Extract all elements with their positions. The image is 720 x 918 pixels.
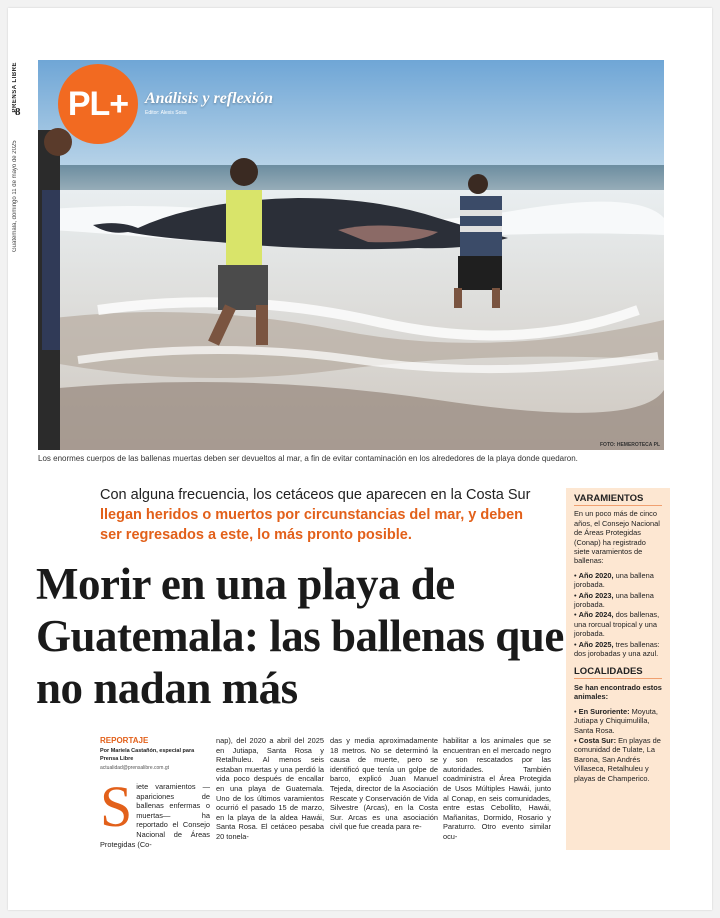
sidebar-intro: En un poco más de cinco años, el Consejo Nacional de Áreas Protegidas (Conap) ha registrado siete varamientos de ballenas:: [574, 509, 660, 566]
section-editor: Editor: Alexis Sosa: [145, 110, 187, 116]
list-item: • Año 2020, una ballena jorobada.: [574, 570, 654, 590]
body-column-4: habilitar a los animales que se encuentran en el mercado negro y son rescatados por las autoridades. También coadministra el Área Protegida de Usos Múltiples Hawái, junto al Conap, en seis comunidades, entre estas Cebollito, Hawái, Mañanitas, Dormido, Rosario y Paraturro. Otro evento similar ocu-: [443, 736, 551, 841]
sidebar-localities-title: LOCALIDADES: [574, 667, 662, 679]
list-item: • Año 2025, tres ballenas: dos jorobadas y una azul.: [574, 639, 660, 659]
list-item: • Año 2024, dos ballenas, una rorcual tropical y una jorobada.: [574, 610, 660, 639]
list-item-label: Año 2025,: [578, 639, 614, 649]
deck-text: Con alguna frecuencia, los cetáceos que aparecen en la Costa Sur: [100, 487, 531, 503]
list-item: • Año 2023, una ballena jorobada.: [574, 590, 654, 610]
page-number: 8: [15, 106, 21, 118]
photo-caption: Los enormes cuerpos de las ballenas muertas deben ser devueltos al mar, a fin de evitar contaminación en los alrededores de la playa donde quedaron.: [38, 454, 578, 463]
sidebar-localities-sub: Se han encontrado estos animales:: [574, 682, 662, 702]
sidebar-box: [566, 488, 670, 850]
list-item: • En Suroriente: Moyuta, Jutiapa y Chiquimulilla, Santa Rosa.: [574, 706, 658, 735]
byline-author: Por Mariela Castañón, especial para Prensa Libre: [100, 748, 195, 762]
byline-email: actualidad@prensalibre.com.gt: [100, 765, 170, 771]
list-item-text: una ballena jorobada.: [574, 570, 654, 590]
side-brand: PRENSA LIBRE: [12, 62, 18, 113]
sidebar-localities-list: [574, 707, 662, 783]
body-text: iete varamientos —apariciones de ballenas enfermas o muertas— ha reportado el Consejo Nacional de Áreas Protegidas (Co-: [100, 782, 210, 849]
photo-credit: FOTO: HEMEROTECA PL: [600, 442, 660, 448]
dropcap: S: [100, 774, 133, 839]
list-item-label: Año 2024,: [578, 610, 614, 620]
section-title: Análisis y reflexión: [145, 90, 274, 107]
byline: [100, 736, 210, 771]
list-item-text: tres ballenas: dos jorobadas y una azul.: [574, 639, 660, 659]
list-item-text: En playas de comunidad de Tulate, La Barona, San Andrés Villaseca, Retalhuleu y playas de Champerico.: [574, 735, 661, 783]
list-item-label: Año 2020,: [578, 570, 614, 580]
deck: [100, 485, 548, 545]
pl-plus-badge: PL+: [58, 64, 138, 144]
list-item-text: dos ballenas, una rorcual tropical y una jorobada.: [574, 610, 660, 639]
date-line: Guatemala, domingo 11 de mayo de 2025: [12, 140, 18, 252]
list-item-text: Moyuta, Jutiapa y Chiquimulilla, Santa Rosa.: [574, 706, 658, 735]
headline: Morir en una playa de Guatemala: las ballenas que no nadan más: [36, 559, 564, 713]
list-item-label: En Suroriente:: [578, 706, 630, 716]
list-item-label: Costa Sur:: [578, 735, 617, 745]
body-column-3: das y media aproximadamente 18 metros. No se determinó la causa de muerte, pero se identificó que tenía un golpe de barco, explicó Juan Manuel Tejeda, director de la Asociación Rescate y Conservación de Vida Silvestre (Arcas), en la Costa Sur. Arcas es una asociación civil que fue creada para re-: [330, 736, 438, 832]
deck-highlight: llegan heridos o muertos por circunstancias del mar, y deben ser regresados a este, lo más pronto posible.: [100, 507, 524, 543]
list-item: • Costa Sur: En playas de comunidad de Tulate, La Barona, San Andrés Villaseca, Retalhuleu y playas de Champerico.: [574, 735, 661, 783]
byline-kicker: REPORTAJE: [100, 736, 149, 745]
sidebar-title: VARAMIENTOS: [574, 494, 662, 506]
sidebar-list: [574, 571, 662, 659]
body-column-1: [100, 774, 210, 849]
body-column-2: nap), del 2020 a abril del 2025 en Jutiapa, Santa Rosa y Retalhuleu. Al menos seis estaban muertas y una perdió la vida poco después de encallar en una playa de Guatemala. Uno de los últimos varamientos ocurrió el pasado 15 de marzo, en la playa de la aldea Hawái, Santa Rosa. El cetáceo pesaba 20 tonela-: [216, 736, 324, 841]
list-item-text: una ballena jorobada.: [574, 590, 654, 610]
list-item-label: Año 2023,: [578, 590, 614, 600]
